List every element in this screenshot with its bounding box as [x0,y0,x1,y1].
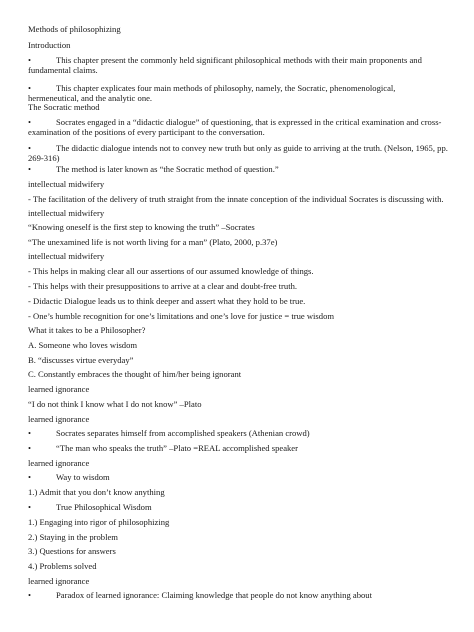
document-title: Methods of philosophizing [28,24,121,34]
section-label: learned ignorance [28,414,90,424]
bullet-icon: • [28,443,32,453]
paragraph: - This helps with their presuppositions to arrive at a clear and doubt-free truth. [28,281,298,291]
list-item: 4.) Problems solved [28,561,97,571]
bullet-item [28,428,448,438]
list-item: 1.) Engaging into rigor of philosophizing [28,517,170,527]
bullet-item [28,443,448,453]
list-item: A. Someone who loves wisdom [28,340,138,350]
bullet-item [28,117,448,137]
bullet-icon: • [28,428,32,438]
paragraph: - One’s humble recognition for one’s limitations and one’s love for justice = true wisdom [28,311,335,321]
bullet-icon: • [28,117,32,127]
bullet-text: This chapter present the commonly held significant philosophical methods with their main proponents and fundamental claims. [28,55,422,76]
section-label: learned ignorance [28,576,90,586]
bullet-icon: • [28,590,32,600]
paragraph: - The facilitation of the delivery of truth straight from the innate conception of the individual Socrates is discussing with. [28,194,444,204]
bullet-item [28,502,448,512]
bullet-text: Paradox of learned ignorance: Claiming knowledge that people do not know anything about [56,590,372,600]
quote: “I do not think I know what I do not know” –Plato [28,399,202,409]
section-label: learned ignorance [28,458,90,468]
list-item: 1.) Admit that you don’t know anything [28,487,165,497]
bullet-text: This chapter explicates four main methods of philosophy, namely, the Socratic, phenomenological, hermeneutical, and the analytic one. [28,83,396,104]
heading-socratic-method: The Socratic method [28,102,100,112]
bullet-text: The didactic dialogue intends not to convey new truth but only as guide to arriving at the truth. (Nelson, 1965, pp. 269-316) [28,143,448,164]
bullet-icon: • [28,164,32,174]
list-item: B. “discusses virtue everyday” [28,355,134,365]
section-label: intellectual midwifery [28,251,105,261]
bullet-text: “The man who speaks the truth” –Plato =REAL accomplished speaker [56,443,298,453]
paragraph: - This helps in making clear all our assertions of our assumed knowledge of things. [28,266,314,276]
bullet-icon: • [28,83,32,93]
heading-philosopher: What it takes to be a Philosopher? [28,325,146,335]
bullet-item [28,143,448,163]
bullet-icon: • [28,472,32,482]
paragraph: - Didactic Dialogue leads us to think deeper and assert what they hold to be true. [28,296,306,306]
quote: “Knowing oneself is the first step to knowing the truth” –Socrates [28,222,255,232]
bullet-icon: • [28,55,32,65]
bullet-icon: • [28,502,32,512]
section-label: learned ignorance [28,384,90,394]
bullet-item [28,83,448,103]
bullet-text: True Philosophical Wisdom [56,502,152,512]
list-item: C. Constantly embraces the thought of him/her being ignorant [28,369,242,379]
bullet-icon: • [28,143,32,153]
quote: “The unexamined life is not worth living for a man” (Plato, 2000, p.37e) [28,237,278,247]
bullet-text: Way to wisdom [56,472,110,482]
bullet-text: Socrates separates himself from accomplished speakers (Athenian crowd) [56,428,310,438]
heading-introduction: Introduction [28,40,71,50]
bullet-item [28,590,448,600]
bullet-item [28,164,448,174]
bullet-text: Socrates engaged in a “didactic dialogue” of questioning, that is expressed in the critical examination and cross-examination of the positions of every participant to the conversation. [28,117,442,138]
bullet-text: The method is later known as “the Socratic method of question.” [56,164,279,174]
section-label: intellectual midwifery [28,179,105,189]
bullet-item [28,55,448,75]
bullet-item [28,472,448,482]
list-item: 3.) Questions for answers [28,546,116,556]
list-item: 2.) Staying in the problem [28,532,118,542]
section-label: intellectual midwifery [28,208,105,218]
